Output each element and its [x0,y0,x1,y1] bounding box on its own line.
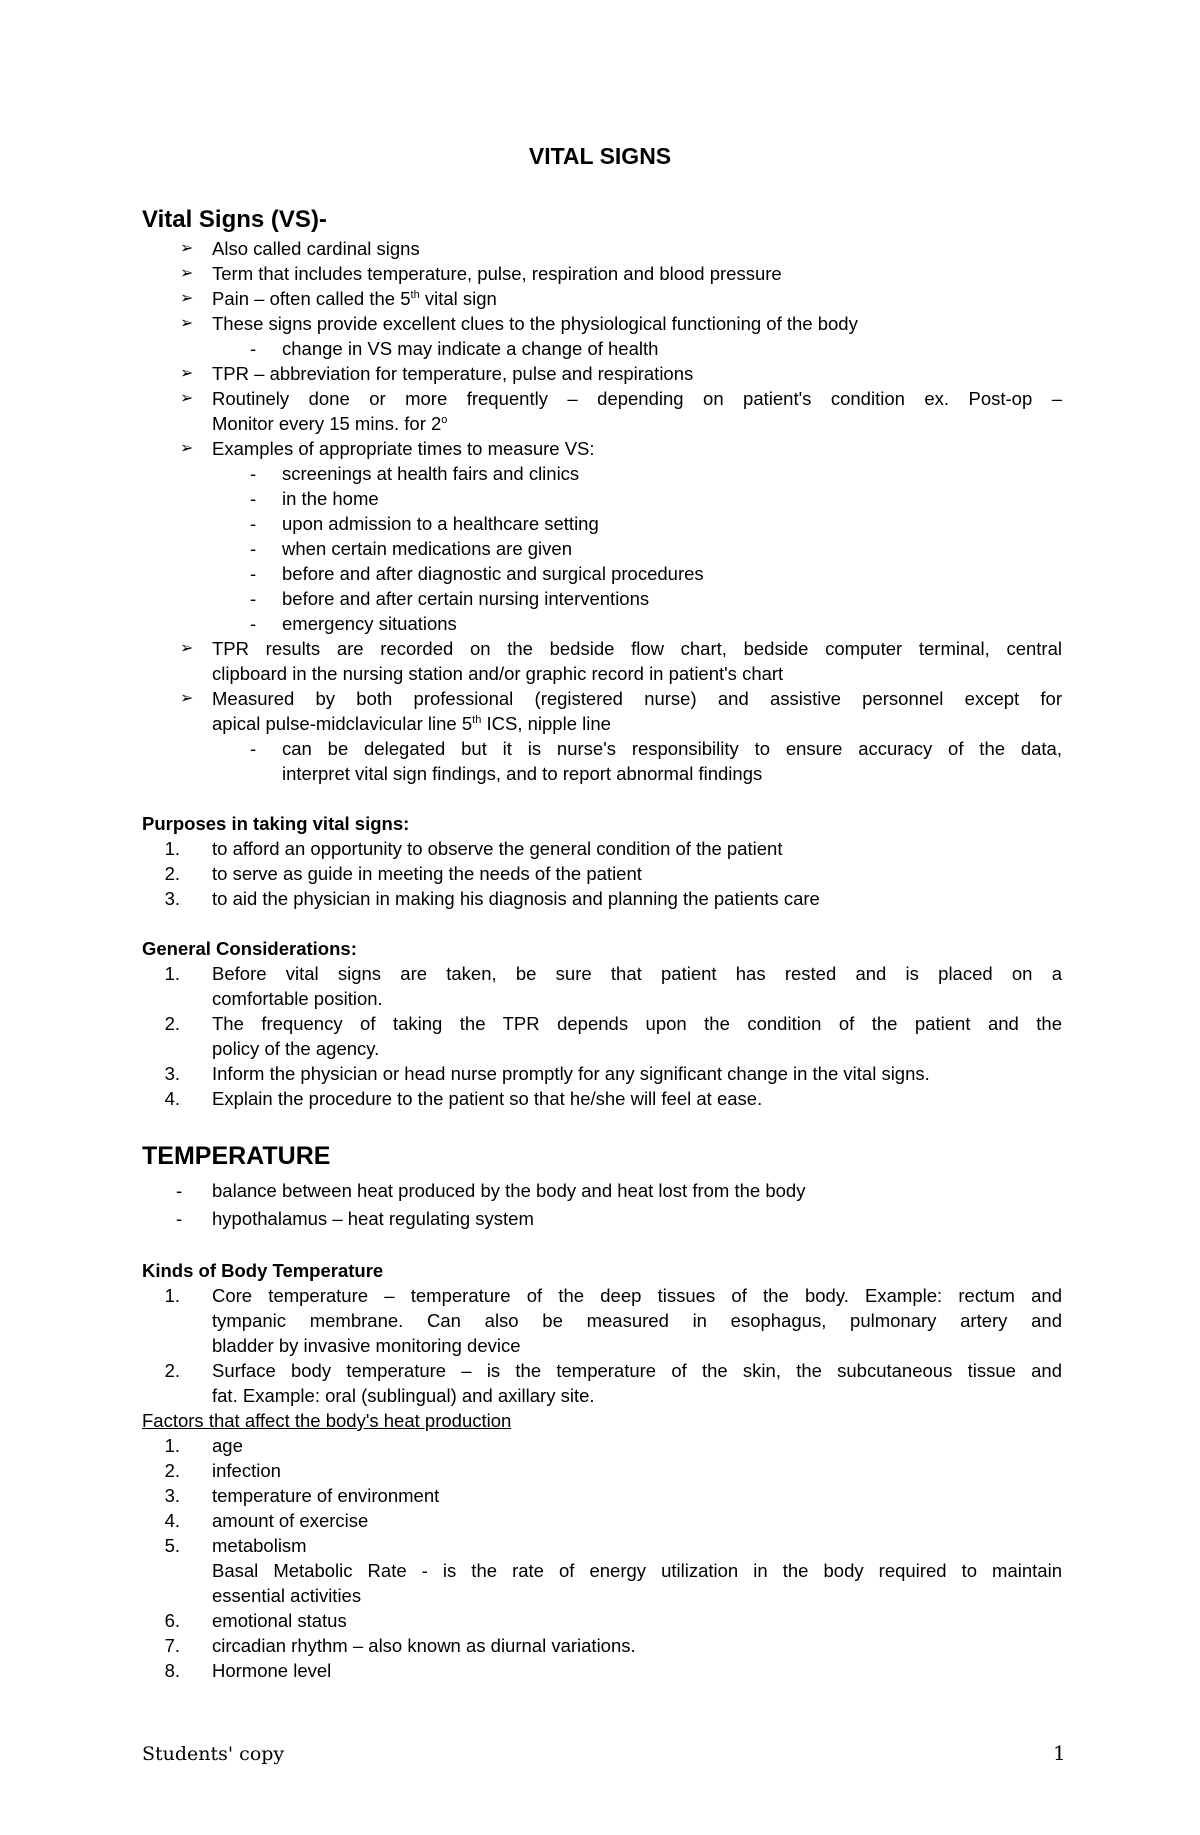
list-item-continuation: fat. Example: oral (sublingual) and axillary site. [212,1385,595,1406]
list-item: Inform the physician or head nurse promptly for any significant change in the vital signs. [212,1063,930,1084]
list-item-continuation: comfortable position. [212,988,383,1009]
list-item-continuation: apical pulse-midclavicular line 5th ICS, nipple line [212,713,611,734]
section-heading-purposes: Purposes in taking vital signs: [142,813,410,834]
list-item-continuation: bladder by invasive monitoring device [212,1335,521,1356]
list-item: The frequency of taking the TPR depends upon the condition of the patient and the [212,1013,1062,1034]
list-item: Routinely done or more frequently – depending on patient's condition ex. Post-op – [212,388,1062,409]
sub-list-item: upon admission to a healthcare setting [282,513,599,534]
arrow-bullet-icon: ➢ [180,315,194,332]
sub-list-item: in the home [282,488,379,509]
list-item: Explain the procedure to the patient so that he/she will feel at ease. [212,1088,763,1109]
subheading-factors: Factors that affect the body's heat production [142,1410,512,1431]
list-item: Core temperature – temperature of the deep tissues of the body. Example: rectum and [212,1285,1062,1306]
list-item: to serve as guide in meeting the needs of the patient [212,863,642,884]
list-item: to aid the physician in making his diagnosis and planning the patients care [212,888,820,909]
definition-item: balance between heat produced by the body and heat lost from the body [212,1180,806,1201]
list-item: Pain – often called the 5th vital sign [212,288,497,309]
list-item: temperature of environment [212,1485,440,1506]
list-item: Before vital signs are taken, be sure that patient has rested and is placed on a [212,963,1062,984]
list-item: Also called cardinal signs [212,238,420,259]
sub-list-item-continuation: interpret vital sign findings, and to report abnormal findings [282,763,763,784]
list-item: metabolism [212,1535,307,1556]
section-heading-general-considerations: General Considerations: [142,938,357,959]
arrow-bullet-icon: ➢ [180,365,194,382]
list-item: Measured by both professional (registered nurse) and assistive personnel except for [212,688,1062,709]
list-item: circadian rhythm – also known as diurnal variations. [212,1635,636,1656]
list-item: Surface body temperature – is the temperature of the skin, the subcutaneous tissue and [212,1360,1062,1381]
sub-list-item: change in VS may indicate a change of health [282,338,659,359]
arrow-bullet-icon: ➢ [180,440,194,457]
list-item-continuation: Monitor every 15 mins. for 2$^o$ [212,413,448,434]
list-item: Term that includes temperature, pulse, respiration and blood pressure [212,263,782,284]
arrow-bullet-icon: ➢ [180,390,194,407]
page-title: VITAL SIGNS [528,143,672,169]
sub-list-item: before and after certain nursing interventions [282,588,650,609]
section-heading-kinds: Kinds of Body Temperature [142,1260,384,1281]
arrow-bullet-icon: ➢ [180,290,194,307]
list-item: These signs provide excellent clues to the physiological functioning of the body [212,313,858,334]
sub-list-item: before and after diagnostic and surgical procedures [282,563,704,584]
sub-list-item: when certain medications are given [282,538,572,559]
list-item: TPR results are recorded on the bedside flow chart, bedside computer terminal, central [212,638,1062,659]
arrow-bullet-icon: ➢ [180,690,194,707]
list-item-note: essential activities [212,1585,362,1606]
section-heading-vital-signs: Vital Signs (VS)- [142,206,327,233]
arrow-bullet-icon: ➢ [180,640,194,657]
sub-list-item: screenings at health fairs and clinics [282,463,580,484]
footer-label: Students' copy [142,1743,285,1765]
arrow-bullet-icon: ➢ [180,265,194,282]
page-number: 1 [1053,1741,1066,1765]
list-item: TPR – abbreviation for temperature, pulse and respirations [212,363,694,384]
list-item: emotional status [212,1610,347,1631]
list-item: infection [212,1460,281,1481]
list-item-note: Basal Metabolic Rate - is the rate of energy utilization in the body required to maintain [212,1560,1062,1581]
list-item-continuation: clipboard in the nursing station and/or graphic record in patient's chart [212,663,784,684]
arrow-bullet-icon: ➢ [180,240,194,257]
list-item-continuation: policy of the agency. [212,1038,380,1059]
sub-list-item: can be delegated but it is nurse's responsibility to ensure accuracy of the data, [282,738,1062,759]
section-heading-temperature: TEMPERATURE [142,1142,331,1170]
definition-item: hypothalamus – heat regulating system [212,1208,534,1229]
sub-list-item: emergency situations [282,613,457,634]
list-item: Hormone level [212,1660,332,1681]
list-item: amount of exercise [212,1510,369,1531]
list-item: Examples of appropriate times to measure VS: [212,438,595,459]
list-item: age [212,1435,243,1456]
list-item-continuation: tympanic membrane. Can also be measured in esophagus, pulmonary artery and [212,1310,1062,1331]
list-item: to afford an opportunity to observe the general condition of the patient [212,838,783,859]
